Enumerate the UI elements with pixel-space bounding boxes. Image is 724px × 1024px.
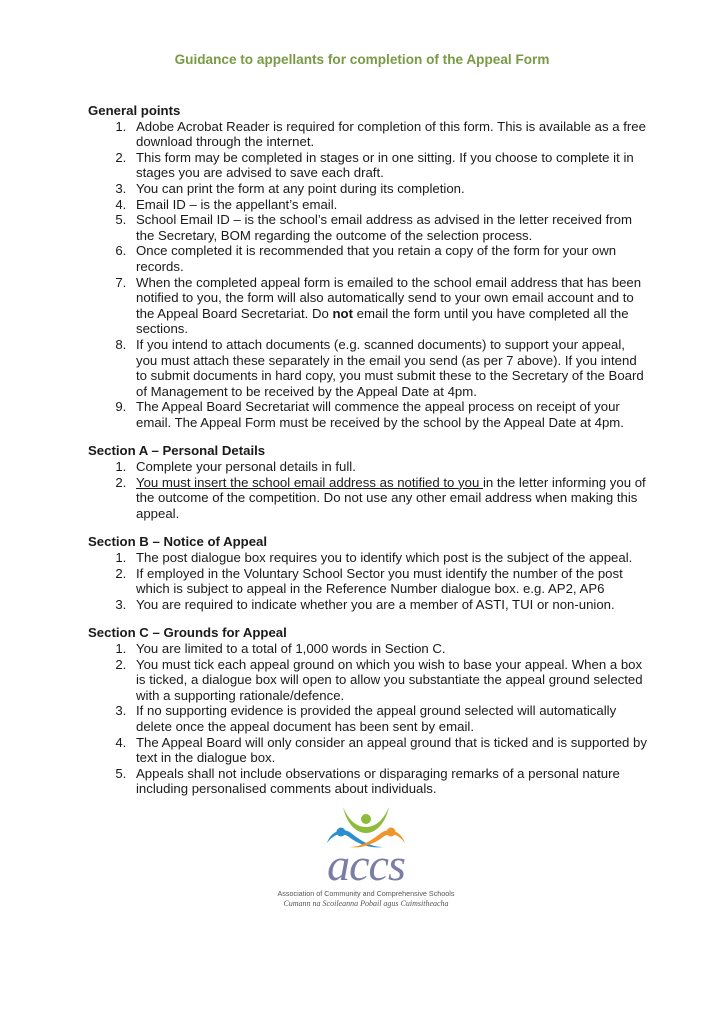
document-title: Guidance to appellants for completion of the Appeal Form (174, 52, 550, 67)
list-item: 3. You can print the form at any point during its completion. (130, 181, 648, 197)
emblem-green-head (361, 814, 371, 824)
list-item: 1. Complete your personal details in full. (130, 459, 648, 475)
emblem-orange-head (387, 828, 396, 837)
section-heading: Section A – Personal Details (88, 443, 266, 459)
accs-logo (246, 803, 486, 913)
section-general-points (88, 103, 648, 430)
list-item: 3. You are required to indicate whether you are a member of ASTI, TUI or non-union. (130, 597, 648, 613)
section-heading: Section B – Notice of Appeal (88, 534, 268, 550)
document-body (88, 103, 648, 810)
numbered-list (88, 550, 648, 612)
section-c-grounds-for-appeal (88, 625, 648, 797)
emblem-blue-head (337, 828, 346, 837)
section-b-notice-of-appeal (88, 534, 648, 612)
list-item: 2. This form may be completed in stages or in one sitting. If you choose to complete it in stages you are advised to save each draft. (130, 150, 648, 181)
list-item (130, 475, 648, 522)
list-item: 3. If no supporting evidence is provided the appeal ground selected will automatically delete once the appeal document has been sent by email. (130, 703, 648, 734)
list-item: 1. Adobe Acrobat Reader is required for completion of this form. This is available as a free download through the internet. (130, 119, 648, 150)
list-item: 9. The Appeal Board Secretariat will commence the appeal process on receipt of your email. The Appeal Form must be received by the school by the Appeal Date at 4pm. (130, 399, 648, 430)
underlined-text: You must insert the school email address as notified to you (136, 474, 483, 490)
section-heading: Section C – Grounds for Appeal (88, 625, 287, 641)
section-a-personal-details (88, 443, 648, 521)
list-item: 5. Appeals shall not include observations or disparaging remarks of a personal nature including personalised comments about individuals. (130, 766, 648, 797)
list-item: 1. You are limited to a total of 1,000 words in Section C. (130, 641, 648, 657)
list-item: 1. The post dialogue box requires you to identify which post is the subject of the appeal. (130, 550, 648, 566)
list-item (130, 275, 648, 337)
logo-name-english: Association of Community and Comprehensive Schools (277, 889, 455, 898)
bold-text: not (332, 305, 353, 321)
text-run: email the form until you have completed all the sections. (136, 305, 629, 337)
section-heading: General points (88, 103, 181, 118)
numbered-list (88, 119, 648, 431)
numbered-list (88, 459, 648, 521)
list-item: 8. If you intend to attach documents (e.g. scanned documents) to support your appeal, you must attach these separately in the email you send (as per 7 above). If you intend to submit documents in hard copy, you must submit these to the Secretary of the Board of Management to be received by the Appeal Date at 4pm. (130, 337, 648, 399)
numbered-list (88, 641, 648, 797)
list-item: 4. Email ID – is the appellant’s email. (130, 197, 648, 213)
list-item: 2. If employed in the Voluntary School Sector you must identify the number of the post which is subject to appeal in the Reference Number dialogue box. e.g. AP2, AP6 (130, 566, 648, 597)
list-item: 4. The Appeal Board will only consider an appeal ground that is ticked and is supported by text in the dialogue box. (130, 735, 648, 766)
list-item: 5. School Email ID – is the school’s email address as advised in the letter received from the Secretary, BOM regarding the outcome of the selection process. (130, 212, 648, 243)
text-run: in the letter informing you of the outcome of the competition. Do not use any other email address when making this appeal. (136, 474, 646, 521)
list-item: 2. You must tick each appeal ground on which you wish to base your appeal. When a box is ticked, a dialogue box will open to allow you substantiate the appeal ground selected with a supporting rationale/defence. (130, 657, 648, 704)
text-run: When the completed appeal form is emailed to the school email address that has been notified to you, the form will also automatically send to your own email account and to the Appeal Board Secretariat. Do (136, 274, 642, 321)
logo-wordmark: accs (327, 839, 405, 890)
logo-name-irish: Cumann na Scoileanna Pobail agus Cuimsitheacha (283, 899, 449, 908)
list-item: 6. Once completed it is recommended that you retain a copy of the form for your own records. (130, 243, 648, 274)
